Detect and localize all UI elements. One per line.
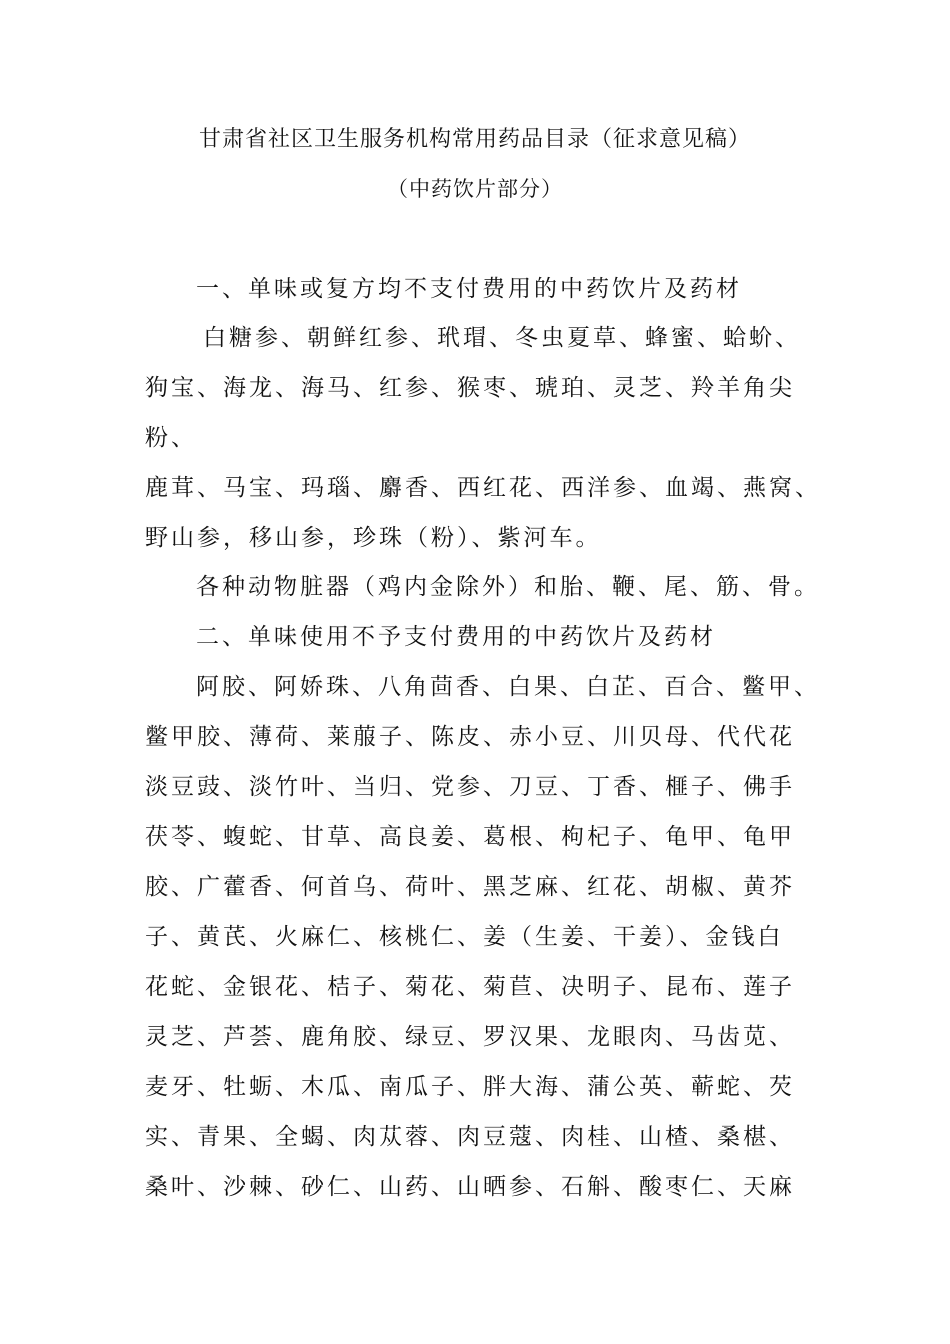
text-line: 粉、 — [145, 425, 197, 451]
text-line: 花蛇、金银花、桔子、菊花、菊苣、决明子、昆布、莲子 — [145, 974, 795, 1000]
section-heading-1: 一、单味或复方均不支付费用的中药饮片及药材 — [196, 276, 742, 302]
text-line: 子、黄芪、火麻仁、核桃仁、姜（生姜、干姜）、金钱白 — [145, 924, 784, 950]
document-subtitle: （中药饮片部分） — [387, 177, 563, 201]
text-line: 茯苓、蝮蛇、甘草、高良姜、葛根、枸杞子、龟甲、龟甲 — [145, 824, 795, 850]
text-line: 狗宝、海龙、海马、红参、猴枣、琥珀、灵芝、羚羊角尖 — [145, 375, 795, 401]
text-line: 鹿茸、马宝、玛瑙、麝香、西红花、西洋参、血竭、燕窝、 — [145, 475, 821, 501]
document-title: 甘肃省社区卫生服务机构常用药品目录（征求意见稿） — [198, 127, 751, 152]
text-line: 实、青果、全蝎、肉苁蓉、肉豆蔻、肉桂、山楂、桑椹、 — [145, 1124, 795, 1150]
section-heading-2: 二、单味使用不予支付费用的中药饮片及药材 — [196, 624, 716, 650]
text-line: 鳖甲胶、薄荷、莱菔子、陈皮、赤小豆、川贝母、代代花 — [145, 724, 795, 750]
text-line: 淡豆豉、淡竹叶、当归、党参、刀豆、丁香、榧子、佛手 — [145, 774, 795, 800]
text-line: 灵芝、芦荟、鹿角胶、绿豆、罗汉果、龙眼肉、马齿苋、 — [145, 1024, 795, 1050]
text-line: 野山参，移山参，珍珠（粉）、紫河车。 — [145, 525, 602, 551]
text-line: 各种动物脏器（鸡内金除外）和胎、鞭、尾、筋、骨。 — [196, 574, 820, 600]
text-line: 桑叶、沙棘、砂仁、山药、山晒参、石斛、酸枣仁、天麻 — [145, 1174, 795, 1200]
text-line: 阿胶、阿娇珠、八角茴香、白果、白芷、百合、鳖甲、 — [196, 674, 820, 700]
text-line: 白糖参、朝鲜红参、玳瑁、冬虫夏草、蜂蜜、蛤蚧、 — [203, 325, 801, 351]
text-line: 麦牙、牡蛎、木瓜、南瓜子、胖大海、蒲公英、蕲蛇、芡 — [145, 1074, 795, 1100]
text-line: 胶、广藿香、何首乌、荷叶、黑芝麻、红花、胡椒、黄芥 — [145, 874, 795, 900]
